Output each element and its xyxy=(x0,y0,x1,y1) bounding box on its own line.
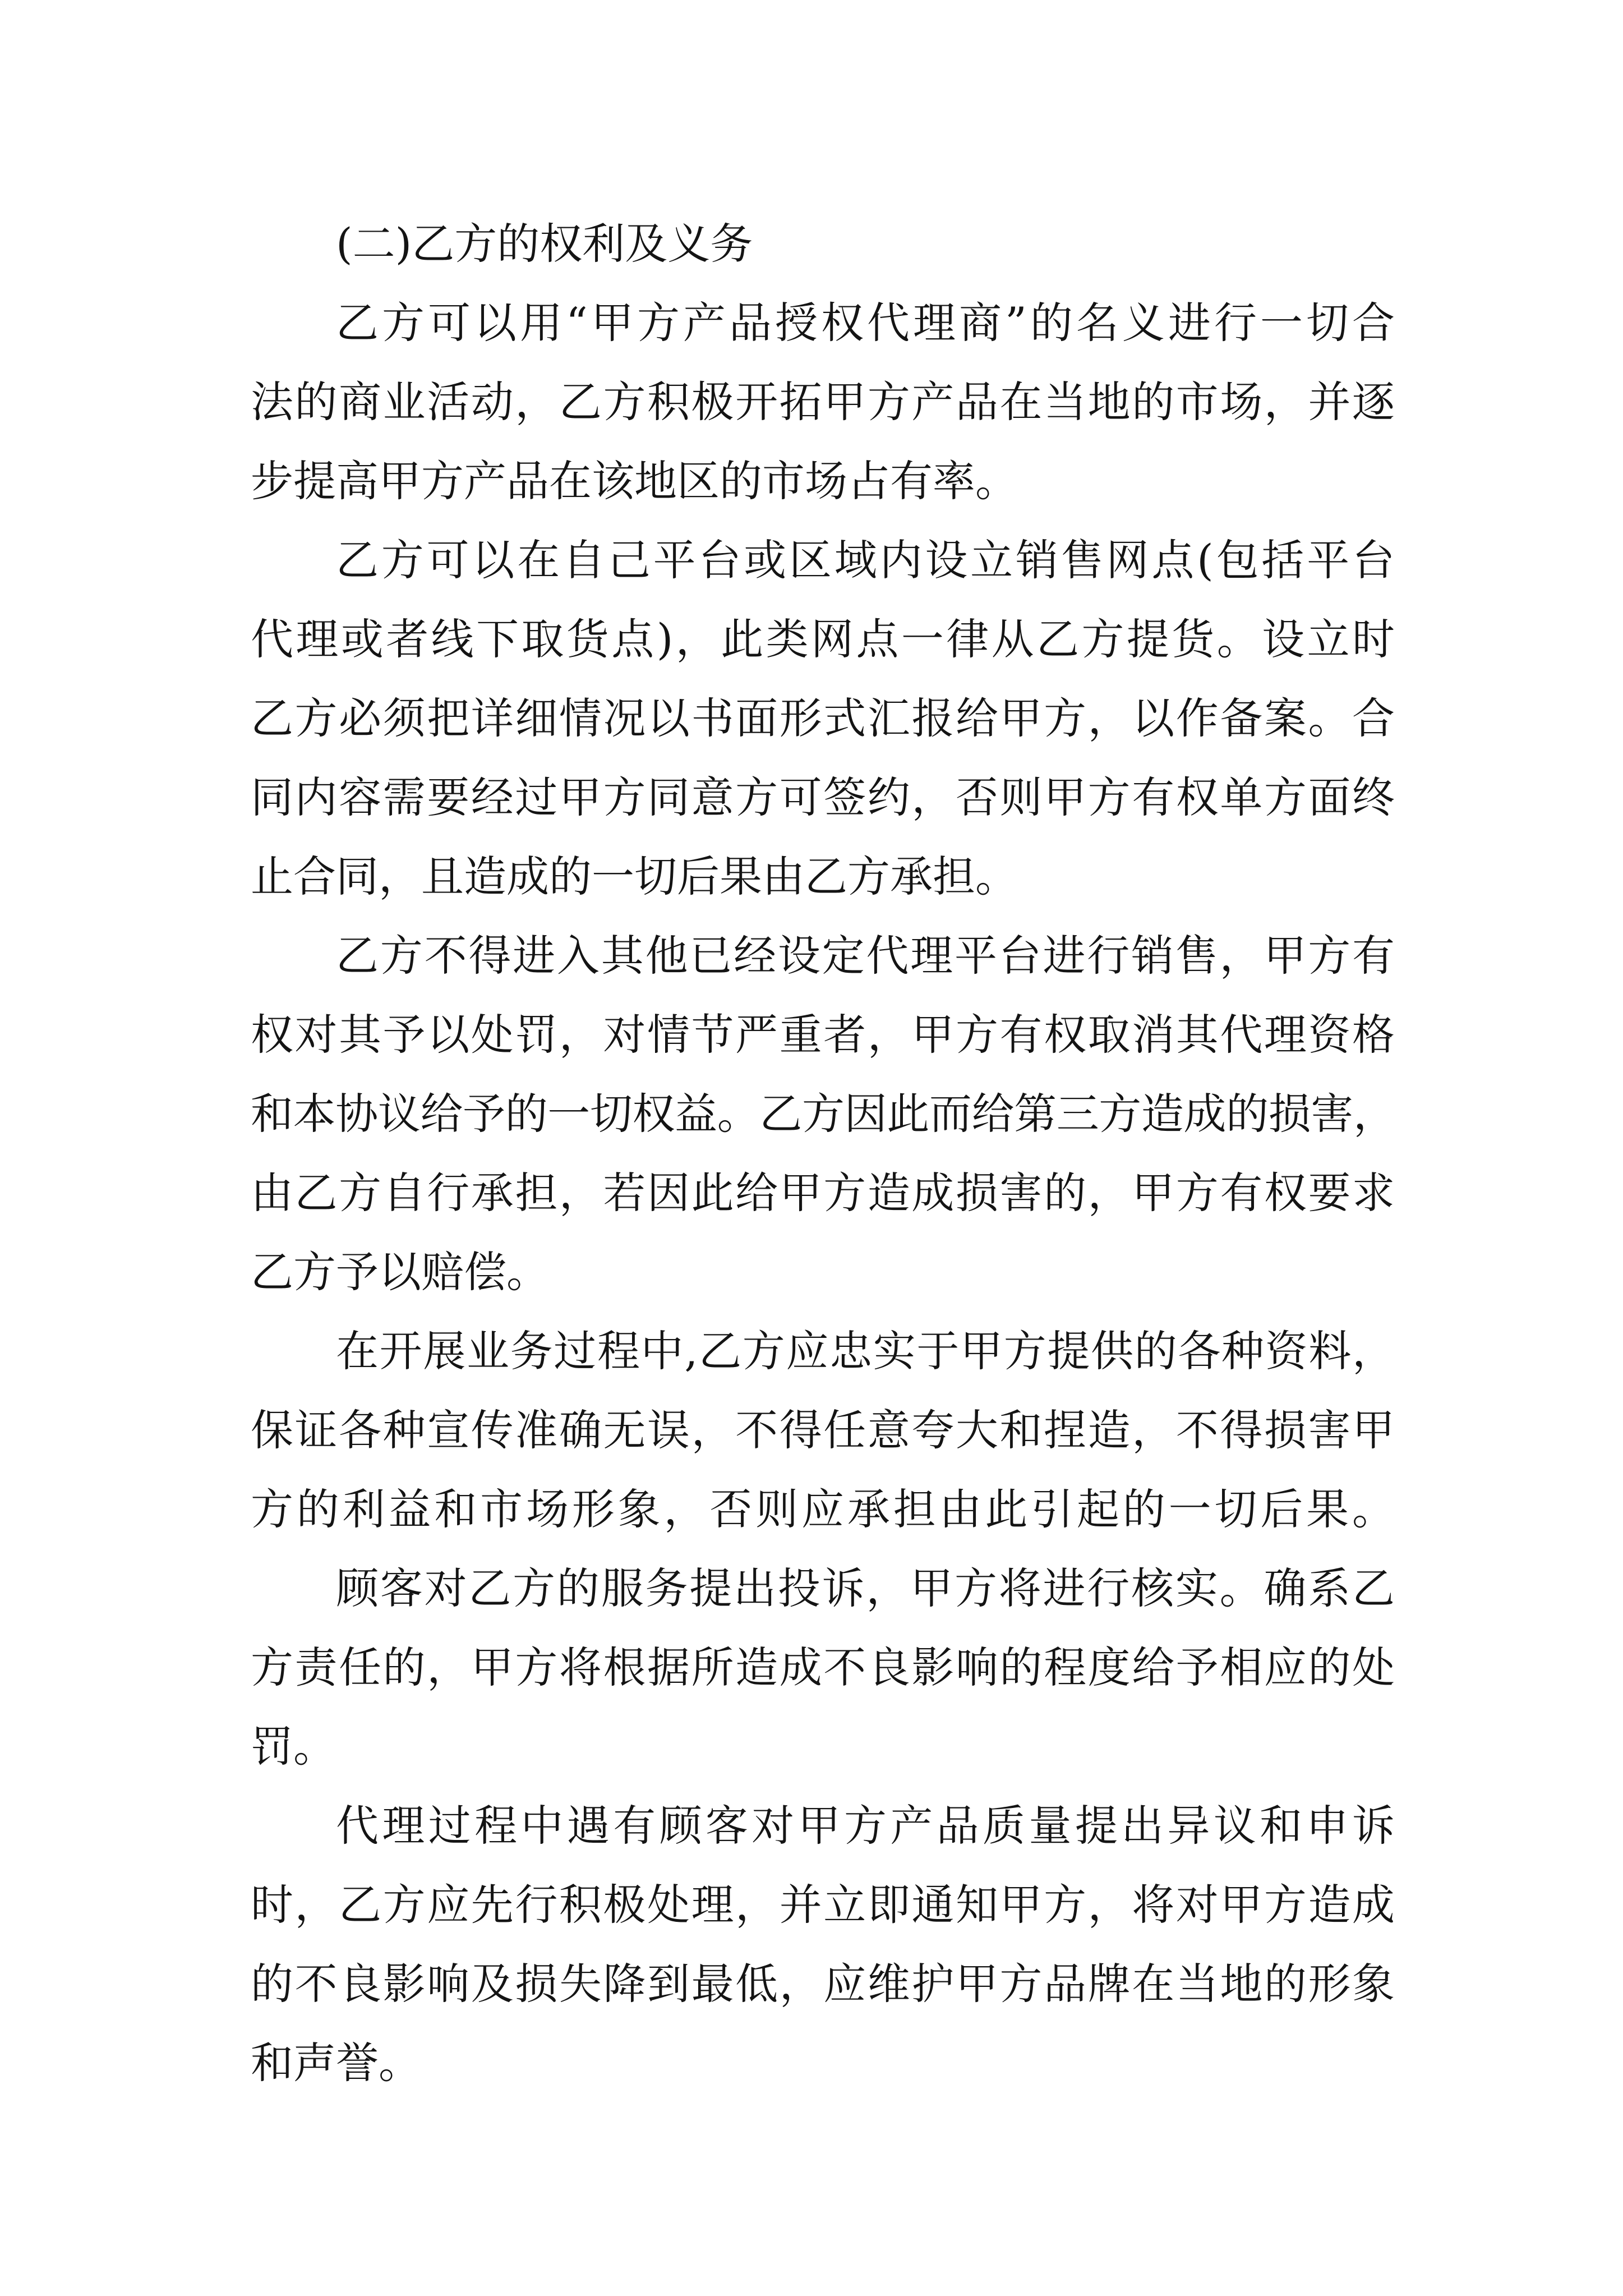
paragraph-line: 乙方可以用“甲方产品授权代理商”的名义进行一切合 xyxy=(336,298,1395,348)
paragraph-line: 步提高甲方产品在该地区的市场占有率。 xyxy=(251,456,1018,506)
paragraph-line: 保证各种宣传准确无误，不得任意夸大和捏造，不得损害甲 xyxy=(251,1405,1395,1455)
paragraph-line: 同内容需要经过甲方同意方可签约，否则甲方有权单方面终 xyxy=(251,772,1395,822)
paragraph-line: 代理过程中遇有顾客对甲方产品质量提出异议和申诉 xyxy=(336,1801,1395,1851)
paragraph-line: 方责任的，甲方将根据所造成不良影响的程度给予相应的处 xyxy=(251,1642,1395,1692)
paragraph-line: 代理或者线下取货点)，此类网点一律从乙方提货。设立时 xyxy=(251,614,1395,664)
section-heading: (二)乙方的权利及义务 xyxy=(336,219,753,269)
paragraph-line: 权对其予以处罚，对情节严重者，甲方有权取消其代理资格 xyxy=(251,1010,1395,1060)
paragraph-line: 时，乙方应先行积极处理，并立即通知甲方，将对甲方造成 xyxy=(251,1880,1395,1930)
paragraph-line: 的不良影响及损失降到最低，应维护甲方品牌在当地的形象 xyxy=(251,1959,1395,2009)
paragraph-line: 由乙方自行承担，若因此给甲方造成损害的，甲方有权要求 xyxy=(251,1168,1395,1218)
paragraph-3 xyxy=(251,916,1395,1312)
paragraph-line: 在开展业务过程中,乙方应忠实于甲方提供的各种资料， xyxy=(336,1326,1395,1376)
paragraph-line: 和声誉。 xyxy=(251,2038,421,2088)
paragraph-line: 乙方必须把详细情况以书面形式汇报给甲方，以作备案。合 xyxy=(251,693,1395,743)
paragraph-line: 乙方可以在自己平台或区域内设立销售网点(包括平台 xyxy=(336,535,1395,585)
paragraph-line: 法的商业活动，乙方积极开拓甲方产品在当地的市场，并逐 xyxy=(251,377,1395,427)
paragraph-line: 止合同，且造成的一切后果由乙方承担。 xyxy=(251,852,1018,901)
paragraph-line: 乙方予以赔偿。 xyxy=(251,1247,549,1297)
paragraph-4 xyxy=(251,1312,1395,1549)
paragraph-2 xyxy=(251,521,1395,916)
paragraph-line: 方的利益和市场形象，否则应承担由此引起的一切后果。 xyxy=(251,1484,1395,1534)
document-body xyxy=(251,204,1395,2102)
paragraph-5 xyxy=(251,1549,1395,1786)
paragraph-line: 顾客对乙方的服务提出投诉，甲方将进行核实。确系乙 xyxy=(336,1563,1395,1613)
paragraph-1 xyxy=(251,283,1395,521)
paragraph-line: 和本协议给予的一切权益。乙方因此而给第三方造成的损害， xyxy=(251,1089,1395,1139)
paragraph-6 xyxy=(251,1786,1395,2102)
paragraph-line: 乙方不得进入其他已经设定代理平台进行销售，甲方有 xyxy=(336,931,1395,981)
paragraph-line: 罚。 xyxy=(251,1722,336,1772)
